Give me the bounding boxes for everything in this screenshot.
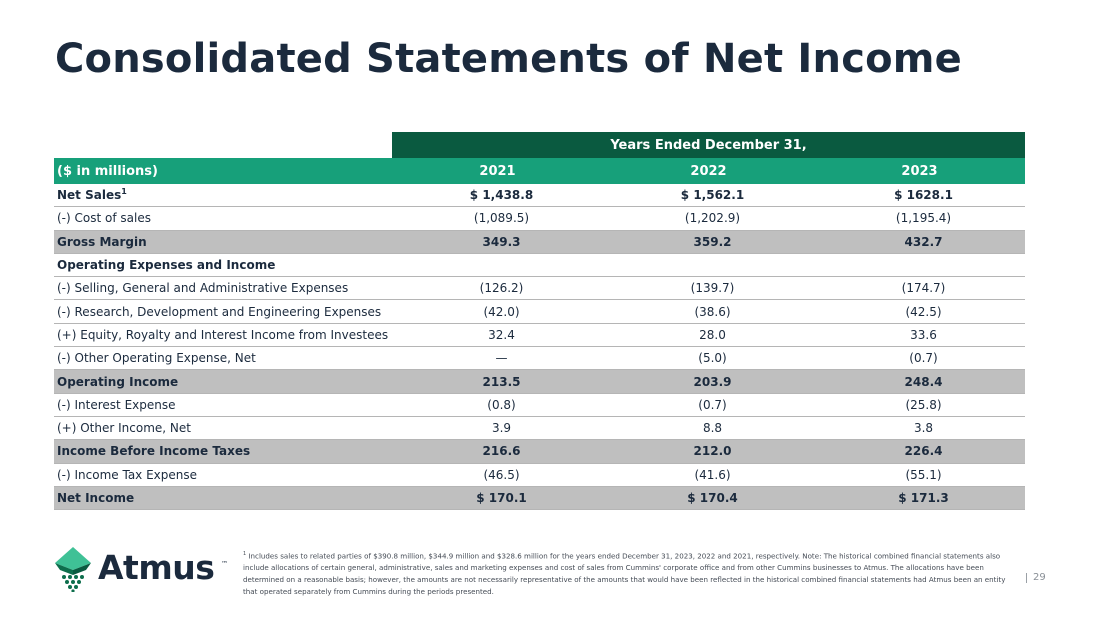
row-label-text: Net Sales [57,188,122,203]
value-cell-2023: (0.7) [814,347,1025,370]
table-row [54,230,1025,253]
row-label-text: Operating Income [57,374,179,389]
table-row [54,347,1025,370]
value-cell-2022: (38.6) [603,300,814,323]
value-cell-2022: (139.7) [603,277,814,300]
row-label [54,300,392,323]
table-row [54,416,1025,439]
value-cell-2021: — [392,347,603,370]
value-cell-2021: 216.6 [392,440,603,463]
row-label-text: (-) Other Operating Expense, Net [57,351,256,366]
value-cell-2021: 32.4 [392,323,603,346]
table-row [54,370,1025,393]
value-cell-2021: (46.5) [392,463,603,486]
value-cell-2023: (42.5) [814,300,1025,323]
table-row [54,277,1025,300]
row-label-text: (+) Other Income, Net [57,421,191,436]
value-cell-2021: (1,089.5) [392,207,603,230]
atmus-logo-mark-icon [54,546,92,592]
table-row [54,207,1025,230]
table-row [54,486,1025,509]
value-cell-2023: 3.8 [814,416,1025,439]
value-cell-2021: (126.2) [392,277,603,300]
value-cell-2021: $ 170.1 [392,486,603,509]
year-header: 2021 [392,158,603,184]
value-cell-2023: 248.4 [814,370,1025,393]
footnote-marker: 1 [243,551,247,557]
row-label [54,184,392,207]
table-row [54,440,1025,463]
value-cell-2021: 213.5 [392,370,603,393]
row-label-text: Gross Margin [57,234,147,249]
value-cell-2023: (55.1) [814,463,1025,486]
row-label-text: (-) Selling, General and Administrative Expenses [57,281,349,296]
row-label-text: (-) Income Tax Expense [57,467,198,482]
row-label [54,486,392,509]
row-label [54,230,392,253]
header-spacer [54,132,392,158]
row-label [54,323,392,346]
row-label-text: Net Income [57,491,135,505]
row-label-text: (-) Cost of sales [57,211,151,226]
value-cell-2022: (41.6) [603,463,814,486]
table-row [54,393,1025,416]
year-header: 2023 [814,158,1025,184]
row-label [54,440,392,463]
year-header: 2022 [603,158,814,184]
income-statement-table [54,132,1025,510]
row-label [54,253,392,276]
footnote-ref: 1 [121,187,127,197]
atmus-logo [54,546,234,592]
row-label [54,393,392,416]
value-cell-2023: 226.4 [814,440,1025,463]
value-cell-2021: (42.0) [392,300,603,323]
row-label-text: Operating Expenses and Income [57,258,276,273]
row-label [54,207,392,230]
value-cell-2021: (0.8) [392,393,603,416]
value-cell-2023: (174.7) [814,277,1025,300]
value-cell-2023 [814,253,1025,276]
value-cell-2023: (1,195.4) [814,207,1025,230]
footnote [243,549,1015,598]
value-cell-2022: 203.9 [603,370,814,393]
row-label [54,347,392,370]
table-row [54,184,1025,207]
page-number: 29 [1033,572,1046,583]
value-cell-2022: $ 1,562.1 [603,184,814,207]
row-label-text: Income Before Income Taxes [57,444,251,459]
table-row [54,323,1025,346]
value-cell-2022: (5.0) [603,347,814,370]
value-cell-2021: $ 1,438.8 [392,184,603,207]
value-cell-2022: $ 170.4 [603,486,814,509]
value-cell-2022: 8.8 [603,416,814,439]
table-row [54,253,1025,276]
value-cell-2023: $ 171.3 [814,486,1025,509]
table-row [54,300,1025,323]
value-cell-2021 [392,253,603,276]
value-cell-2022 [603,253,814,276]
page-title: Consolidated Statements of Net Income [55,36,962,82]
footnote-text: Includes sales to related parties of $390.8 million, $344.9 million and $328.6 million for the years ended December 31, 2023, 2022 and 2021, respectively. Note: The historical combined financial statements also include allocations of certain general, administrative, sales and marketing expenses and cost of sales from Cummins' corporate office and from other Cummins businesses to Atmus. The allocations have been determined on a reasonable basis; however, the amounts are not necessarily representative of the amounts that would have been reflected in the historical combined financial statements had Atmus been an entity that operated separately from Cummins during the periods presented. [243,551,1006,596]
table-body [54,184,1025,510]
period-header: Years Ended December 31, [392,132,1025,158]
row-label [54,370,392,393]
value-cell-2023: (25.8) [814,393,1025,416]
unit-label: ($ in millions) [54,158,392,184]
value-cell-2021: 349.3 [392,230,603,253]
logo-wordmark: Atmus [98,548,215,587]
value-cell-2023: 33.6 [814,323,1025,346]
page-number-divider [1026,573,1027,583]
logo-trademark: ™ [221,560,228,568]
row-label-text: (+) Equity, Royalty and Interest Income from Investees [57,327,389,342]
row-label [54,277,392,300]
value-cell-2022: (1,202.9) [603,207,814,230]
row-label-text: (-) Research, Development and Engineering Expenses [57,304,382,319]
row-label [54,416,392,439]
row-label-text: (-) Interest Expense [57,397,176,412]
value-cell-2023: $ 1628.1 [814,184,1025,207]
table-row [54,463,1025,486]
value-cell-2023: 432.7 [814,230,1025,253]
value-cell-2022: 359.2 [603,230,814,253]
value-cell-2022: 212.0 [603,440,814,463]
row-label [54,463,392,486]
value-cell-2022: (0.7) [603,393,814,416]
value-cell-2022: 28.0 [603,323,814,346]
value-cell-2021: 3.9 [392,416,603,439]
